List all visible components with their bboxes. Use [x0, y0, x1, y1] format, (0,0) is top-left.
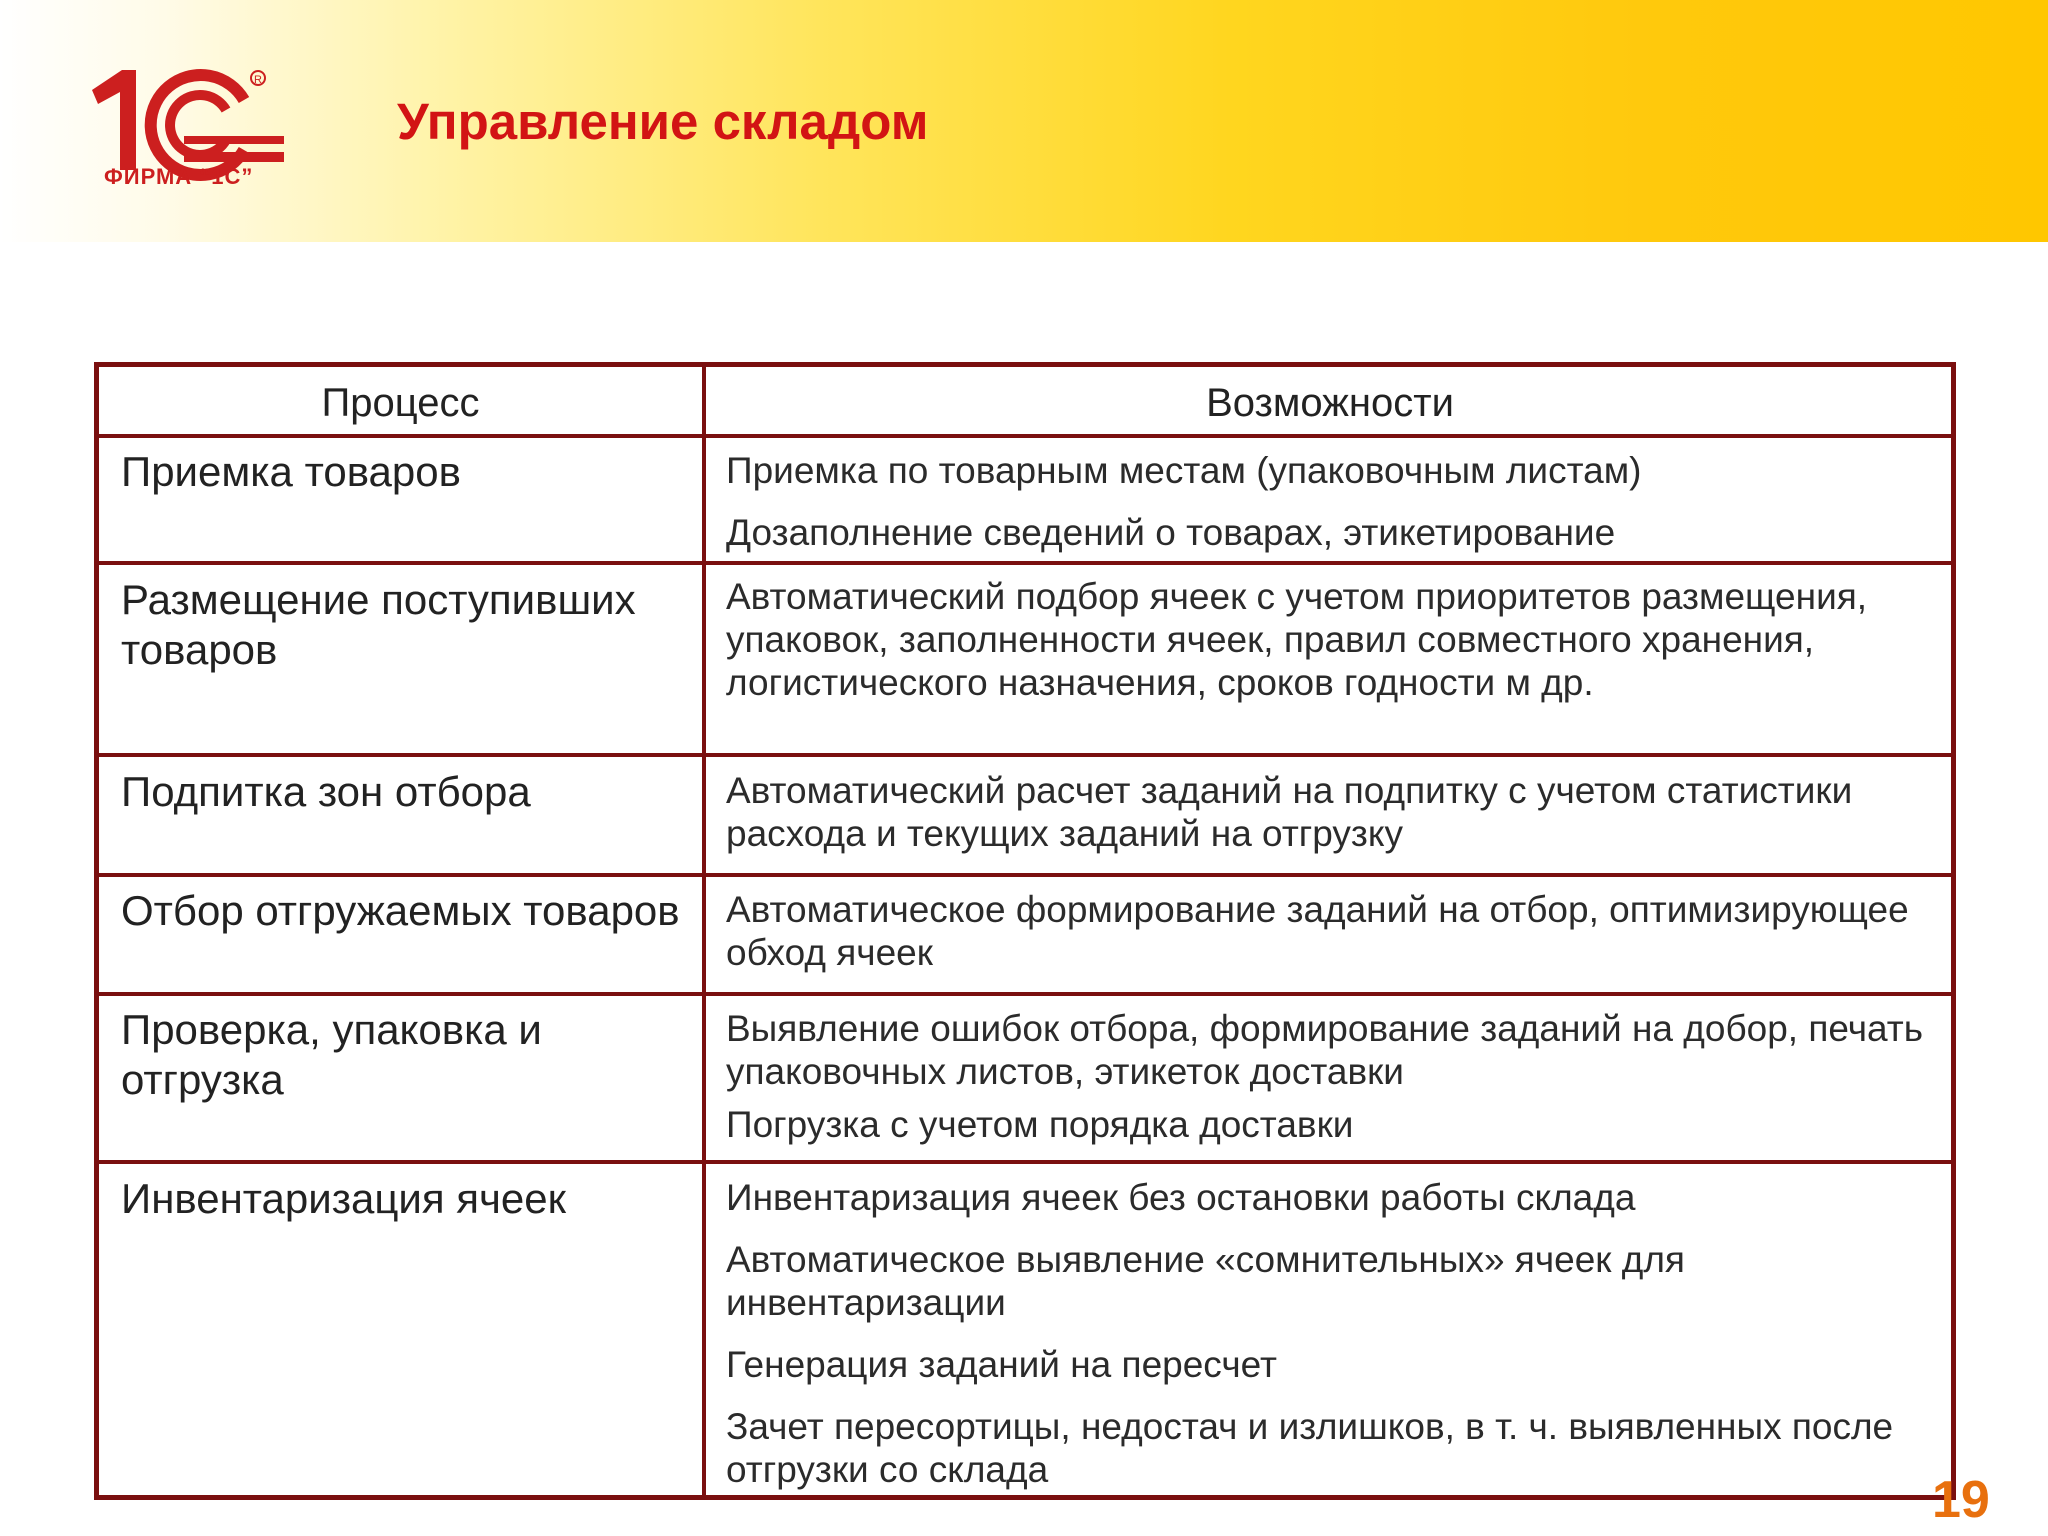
process-cell: Инвентаризация ячеек	[121, 1175, 566, 1222]
row-divider	[99, 561, 1951, 565]
feature-item: Погрузка с учетом порядка доставки	[726, 1104, 1354, 1145]
process-cell: Проверка, упаковка и отгрузка	[121, 1006, 542, 1103]
feature-item: Зачет пересортицы, недостач и излишков, в т. ч. выявленных после отгрузки со склада	[726, 1406, 1894, 1490]
column-divider	[702, 367, 706, 1495]
svg-text:R: R	[254, 74, 262, 86]
process-cell: Подпитка зон отбора	[121, 768, 531, 815]
feature-item: Генерация заданий на пересчет	[726, 1344, 1277, 1385]
row-divider	[99, 434, 1951, 438]
column-header-features: Возможности	[1206, 381, 1454, 425]
feature-item: Автоматическое выявление «сомнительных» ячеек для инвентаризации	[726, 1239, 1685, 1323]
feature-item: Автоматический расчет заданий на подпитку с учетом статистики расхода и текущих заданий на отгрузку	[726, 770, 1853, 854]
feature-item: Автоматический подбор ячеек с учетом приоритетов размещения, упаковок, заполненности ячеек, правил совместного хранения, логистического назначения, сроков годности м др.	[726, 576, 1868, 703]
row-divider	[99, 873, 1951, 877]
row-divider	[99, 753, 1951, 757]
row-divider	[99, 992, 1951, 996]
process-cell: Приемка товаров	[121, 448, 461, 495]
page-title: Управление складом	[397, 93, 929, 150]
row-divider	[99, 1160, 1951, 1164]
logo-caption: ФИРМА “1С”	[104, 164, 254, 189]
page-number: 19	[1932, 1471, 1990, 1529]
process-table	[94, 362, 1956, 1500]
header-band	[0, 0, 2048, 242]
process-cell: Размещение поступивших товаров	[121, 576, 636, 673]
feature-item: Автоматическое формирование заданий на отбор, оптимизирующее обход ячеек	[726, 889, 1909, 973]
feature-item: Инвентаризация ячеек без остановки работы склада	[726, 1177, 1636, 1218]
feature-item: Выявление ошибок отбора, формирование заданий на добор, печать упаковочных листов, этикеток доставки	[726, 1008, 1924, 1092]
feature-item: Приемка по товарным местам (упаковочным листам)	[726, 450, 1642, 491]
column-header-process: Процесс	[321, 381, 480, 425]
process-cell: Отбор отгружаемых товаров	[121, 887, 680, 934]
feature-item: Дозаполнение сведений о товарах, этикетирование	[726, 512, 1616, 553]
